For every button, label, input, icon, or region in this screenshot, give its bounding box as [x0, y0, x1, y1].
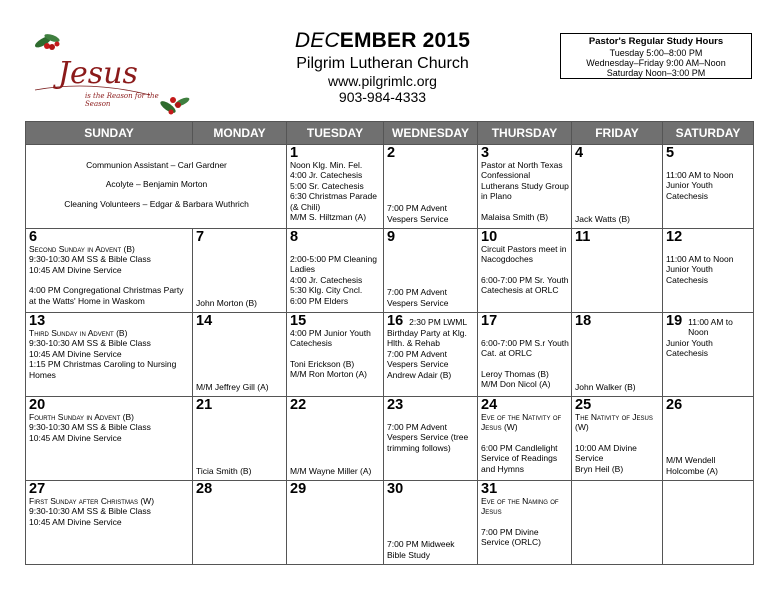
day-number: 9 [387, 229, 396, 245]
day-cell [663, 397, 754, 481]
event-line: M/M Ron Morton (A) [290, 369, 367, 380]
logo-jesus-text: Jesus [58, 56, 138, 91]
day-events [575, 328, 660, 392]
day-events [196, 412, 284, 476]
day-cell [26, 397, 193, 481]
weekday-monday: MONDAY [193, 122, 287, 145]
day-cell-content [29, 481, 190, 560]
event-line: 10:00 AM Divine Service [575, 442, 637, 464]
event-line: Andrew Adair (B) [387, 369, 452, 380]
liturgical-day: Fourth Sunday in Advent (B) [29, 412, 134, 422]
day-number: 14 [196, 313, 213, 329]
day-number-row [290, 313, 381, 328]
day-number-row [290, 481, 381, 496]
day-number-row [481, 229, 569, 244]
week-row [26, 145, 754, 229]
day-events [196, 496, 284, 560]
day-cell [193, 397, 287, 481]
day-cell [193, 313, 287, 397]
event-line: 7:00 PM Advent Vespers Service [387, 287, 449, 308]
day-number: 27 [29, 481, 46, 497]
monthly-notes [29, 145, 284, 224]
day-number: 7 [196, 229, 205, 245]
day-events [290, 160, 381, 224]
liturgical-day: The Nativity of Jesus (W) [575, 412, 653, 433]
day-number-row [290, 229, 381, 244]
day-number-row [290, 397, 381, 412]
event-line: 7:00 PM Divine Service (ORLC) [481, 526, 541, 548]
day-number-row [575, 481, 660, 496]
day-events [290, 496, 381, 560]
day-events [290, 412, 381, 476]
event-line: 6:00-7:00 PM S.r Youth Cat. at ORLC [481, 338, 569, 359]
event-line: 10:45 AM Divine Service [29, 264, 122, 275]
day-events [196, 328, 284, 392]
day-number-row [29, 229, 190, 244]
title-month-rest: EMBER 2015 [339, 29, 471, 52]
day-events [387, 412, 475, 476]
day-cell-content [290, 145, 381, 224]
day-number: 30 [387, 481, 404, 497]
day-number: 23 [387, 397, 404, 413]
event-line: Circuit Pastors meet in Nacogdoches [481, 244, 567, 265]
day-events [196, 244, 284, 308]
event-line: 4:00 PM Junior Youth Catechesis [290, 328, 371, 349]
event-line: 11:00 AM to Noon Junior Youth Catechesis [666, 254, 734, 285]
day-number: 24 [481, 397, 498, 413]
day-number: 16 [387, 313, 404, 329]
day-cell-content [29, 313, 190, 392]
day-number-row [196, 397, 284, 412]
event-line: 2:00-5:00 PM Cleaning Ladies [290, 254, 377, 275]
day-number-row [196, 481, 284, 496]
day-events [29, 328, 190, 392]
event-line: M/M Wayne Miller (A) [290, 465, 372, 476]
day-number-row [575, 397, 660, 412]
day-cell-content [666, 397, 751, 476]
day-number: 20 [29, 397, 46, 413]
event-line: 11:00 AM to Noon Junior Youth Catechesis [666, 170, 734, 201]
day-number: 1 [290, 145, 299, 161]
day-number: 2 [387, 145, 396, 161]
day-number: 15 [290, 313, 307, 329]
day-number: 13 [29, 313, 46, 329]
day-cell-content [196, 313, 284, 392]
day-cell [478, 313, 572, 397]
study-hours-line: Tuesday 5:00–8:00 PM [609, 48, 703, 58]
spacer [290, 349, 381, 359]
weekday-tuesday: TUESDAY [287, 122, 384, 145]
day-cell-content [387, 481, 475, 560]
day-cell [478, 229, 572, 313]
day-cell [663, 481, 754, 565]
day-number: 26 [666, 397, 683, 413]
weekday-thursday: THURSDAY [478, 122, 572, 145]
day-cell-content [290, 229, 381, 308]
day-number: 12 [666, 229, 683, 245]
day-number-row [575, 229, 660, 244]
day-cell [287, 229, 384, 313]
day-events [666, 338, 751, 392]
day-cell-content [481, 229, 569, 308]
weekday-friday: FRIDAY [572, 122, 663, 145]
day-cell-content [575, 481, 660, 560]
day-bottom-events [196, 466, 284, 476]
day-cell [193, 481, 287, 565]
church-phone: 903-984-4333 [338, 89, 427, 105]
event-line: Bryn Heil (B) [575, 463, 624, 474]
day-number: 31 [481, 481, 498, 497]
church-name: Pilgrim Lutheran Church [296, 55, 469, 72]
day-number-row [481, 397, 569, 412]
event-line: 6:00-7:00 PM Sr. Youth Catechesis at ORLC [481, 274, 569, 296]
day-cell-content [666, 481, 751, 560]
event-line: 6:00 PM Elders [290, 295, 349, 306]
event-line: 9:30-10:30 AM SS & Bible Class [29, 254, 151, 265]
day-cell [384, 229, 478, 313]
spacer [575, 433, 660, 443]
event-line: Jack Watts (B) [575, 213, 630, 224]
day-cell [572, 313, 663, 397]
day-events [387, 328, 475, 392]
event-line: 1:15 PM Christmas Caroling to Nursing Homes [29, 359, 177, 380]
day-number-row [481, 481, 569, 496]
day-number-row [666, 481, 751, 496]
spacer [481, 202, 569, 212]
day-cell-content [29, 229, 190, 308]
spacer [666, 160, 751, 170]
liturgical-day: First Sunday after Christmas (W) [29, 496, 155, 506]
day-number: 10 [481, 229, 498, 245]
day-number-row [481, 313, 569, 328]
day-cell [478, 481, 572, 565]
day-number: 3 [481, 145, 490, 161]
monthly-note: Acolyte – Benjamin Morton [105, 179, 208, 190]
day-cell-content [666, 313, 751, 392]
day-cell [663, 229, 754, 313]
day-cell-content [575, 397, 660, 476]
day-number-row [29, 397, 190, 412]
day-cell-content [481, 313, 569, 392]
day-events [290, 328, 381, 392]
day-events [666, 160, 751, 224]
day-events [481, 412, 569, 476]
day-number: 17 [481, 313, 498, 329]
day-events [481, 328, 569, 392]
day-number-row [196, 313, 284, 328]
day-number: 21 [196, 397, 213, 413]
day-cell-content [387, 145, 475, 224]
day-events [575, 160, 660, 224]
day-events [481, 244, 569, 308]
day-events [387, 160, 475, 224]
event-line: 6:00 PM Candlelight Service of Readings and Hymns [481, 442, 558, 474]
day-number-row [387, 145, 475, 160]
event-line: 5:00 Sr. Catechesis [290, 180, 364, 191]
day-events [290, 244, 381, 308]
day-number-row [387, 229, 475, 244]
week-row [26, 397, 754, 481]
day-cell-content [575, 145, 660, 224]
spacer [290, 244, 381, 254]
event-line: Birthday Party at Klg. Hlth. & Rehab [387, 328, 467, 349]
event-line: Pastor at North Texas Confessional Lutherans Study Group in Plano [481, 160, 569, 202]
monthly-notes-cell [26, 145, 287, 229]
day-cell-content [666, 145, 751, 224]
day-cell [572, 397, 663, 481]
event-line: 4:00 Jr. Catechesis [290, 274, 363, 285]
day-events [575, 244, 660, 308]
day-cell-content [481, 481, 569, 560]
event-line: Leroy Thomas (B) [481, 368, 549, 379]
spacer [666, 244, 751, 254]
event-line: Noon Klg. Min. Fel. [290, 160, 363, 170]
day-number: 29 [290, 481, 307, 497]
day-cell [572, 481, 663, 565]
day-events [29, 412, 190, 476]
week-row [26, 313, 754, 397]
day-events [29, 496, 190, 560]
event-line: 7:00 PM Advent Vespers Service [387, 348, 449, 370]
day-cell [384, 145, 478, 229]
calendar-title [240, 28, 525, 54]
spacer [481, 328, 569, 338]
day-number-row [387, 313, 475, 328]
day-number: 25 [575, 397, 592, 413]
spacer [29, 275, 190, 285]
day-cell-content [290, 397, 381, 476]
event-line: 9:30-10:30 AM SS & Bible Class [29, 338, 151, 349]
event-line: 5:30 Klg. City Cncl. [290, 285, 363, 296]
calendar-grid [25, 121, 754, 565]
day-number-row [29, 313, 190, 328]
day-bottom-events [196, 298, 284, 308]
day-cell-content [481, 145, 569, 224]
day-bottom-events [387, 203, 475, 224]
event-line: Malaisa Smith (B) [481, 211, 549, 222]
event-line: 6:30 Christmas Parade (& Chili) [290, 191, 377, 212]
day-number-row [575, 313, 660, 328]
day-events [481, 496, 569, 560]
day-events [29, 244, 190, 308]
day-number: 11 [575, 229, 591, 245]
title-month-prefix: DEC [294, 29, 340, 52]
day-number: 6 [29, 229, 38, 245]
day-number-row [387, 397, 475, 412]
event-line: 4:00 Jr. Catechesis [290, 170, 363, 181]
day-cell [572, 229, 663, 313]
day-number: 8 [290, 229, 299, 245]
event-line: M/M Jeffrey Gill (A) [196, 381, 269, 392]
day-bottom-events [290, 466, 381, 476]
day-events [666, 496, 751, 560]
day-cell-content [387, 397, 475, 476]
day-events [387, 496, 475, 560]
event-line: 9:30-10:30 AM SS & Bible Class [29, 422, 151, 433]
liturgical-day: Second Sunday in Advent (B) [29, 244, 135, 254]
day-cell-content [387, 229, 475, 308]
day-events [575, 496, 660, 560]
study-hours-heading: Pastor's Regular Study Hours [588, 36, 724, 47]
event-line: 10:45 AM Divine Service [29, 516, 122, 527]
event-line: Junior Youth Catechesis [666, 337, 713, 359]
weekday-saturday: SATURDAY [663, 122, 754, 145]
day-cell [663, 145, 754, 229]
monthly-note: Communion Assistant – Carl Gardner [86, 159, 227, 170]
event-line: 7:00 PM Advent Vespers Service [387, 203, 449, 224]
event-line: M/M Wendell Holcombe (A) [666, 455, 718, 476]
day-number-row [666, 313, 751, 338]
liturgical-day: Eve of the Naming of Jesus [481, 496, 559, 517]
day-events [575, 412, 660, 476]
week-row [26, 229, 754, 313]
day-number: 18 [575, 313, 592, 329]
weekday-header-row [26, 122, 754, 145]
liturgical-day: Eve of the Nativity of Jesus (W) [481, 412, 562, 433]
day-cell-content [290, 481, 381, 560]
day-number: 19 [666, 313, 683, 329]
spacer [481, 265, 569, 275]
day-number-row [575, 145, 660, 160]
day-events [481, 160, 569, 224]
event-line: 10:45 AM Divine Service [29, 348, 122, 359]
day-cell [384, 397, 478, 481]
day-cell-content [196, 397, 284, 476]
day-number: 5 [666, 145, 675, 161]
day-number-row [29, 481, 190, 496]
day-cell [478, 145, 572, 229]
day-number: 4 [575, 145, 584, 161]
day-cell-content [666, 229, 751, 308]
day-number-row [666, 145, 751, 160]
day-number-row [290, 145, 381, 160]
day-cell-content [481, 397, 569, 476]
calendar-header [240, 28, 525, 105]
day-cell-content [387, 313, 475, 392]
church-website: www.pilgrimlc.org [328, 73, 437, 89]
day-cell-content [196, 481, 284, 560]
day-cell [384, 481, 478, 565]
study-hours-line: Saturday Noon–3:00 PM [606, 68, 706, 78]
day-cell [384, 313, 478, 397]
day-cell-content [290, 313, 381, 392]
pastor-study-hours-box [560, 33, 752, 79]
event-line: Ticia Smith (B) [196, 465, 252, 476]
day-events [666, 412, 751, 476]
day-cell [663, 313, 754, 397]
event-line: M/M S. Hiltzman (A) [290, 212, 367, 223]
day-cell [26, 313, 193, 397]
weekday-sunday: SUNDAY [26, 122, 193, 145]
day-cell [572, 145, 663, 229]
day-number: 28 [196, 481, 213, 497]
day-cell [287, 397, 384, 481]
spacer [481, 359, 569, 369]
spacer [481, 517, 569, 527]
day-bottom-events [575, 382, 660, 392]
day-bottom-events [196, 382, 284, 392]
day-number-row [666, 229, 751, 244]
day-cell [287, 313, 384, 397]
jesus-reason-for-season-logo [30, 30, 190, 125]
day-events [387, 244, 475, 308]
event-line: John Morton (B) [196, 297, 257, 308]
weekday-wednesday: WEDNESDAY [384, 122, 478, 145]
day-cell-content [575, 313, 660, 392]
event-line: 4:00 PM Congregational Christmas Party at the Watts' Home in Waskom [29, 285, 184, 306]
logo-tagline: is the Reason for the Season [85, 92, 159, 108]
event-line: John Walker (B) [575, 381, 636, 392]
holly-icon [33, 32, 60, 50]
study-hours-line: Wednesday–Friday 9:00 AM–Noon [586, 58, 726, 68]
day-bottom-events [387, 287, 475, 308]
day-cell-content [196, 229, 284, 308]
spacer [481, 433, 569, 443]
liturgical-day: Third Sunday in Advent (B) [29, 328, 128, 338]
day-number-row [481, 145, 569, 160]
week-row [26, 481, 754, 565]
day-cell [287, 481, 384, 565]
event-line: 7:00 PM Advent Vespers Service (tree trimming follows) [387, 422, 469, 453]
event-line: M/M Don Nicol (A) [481, 379, 551, 390]
event-line: 9:30-10:30 AM SS & Bible Class [29, 506, 151, 517]
event-line: 11:00 AM to Noon [688, 317, 733, 338]
event-line: 7:00 PM Midweek Bible Study [387, 539, 455, 560]
day-cell [26, 481, 193, 565]
spacer [387, 412, 475, 422]
day-bottom-events [387, 539, 475, 560]
day-bottom-events [575, 214, 660, 224]
event-line: 10:45 AM Divine Service [29, 432, 122, 443]
event-line: 2:30 PM LWML [409, 317, 468, 327]
monthly-note: Cleaning Volunteers – Edgar & Barbara Wuthrich [64, 198, 249, 209]
day-number-row [666, 397, 751, 412]
day-cell-content [29, 397, 190, 476]
day-cell-content [575, 229, 660, 308]
day-cell [287, 145, 384, 229]
day-cell [478, 397, 572, 481]
day-number-row [387, 481, 475, 496]
day-bottom-events [666, 455, 751, 476]
day-cell [26, 229, 193, 313]
day-number: 22 [290, 397, 307, 413]
day-events [666, 244, 751, 308]
event-line: Toni Erickson (B) [290, 358, 355, 369]
day-number-row [196, 229, 284, 244]
day-cell [193, 229, 287, 313]
